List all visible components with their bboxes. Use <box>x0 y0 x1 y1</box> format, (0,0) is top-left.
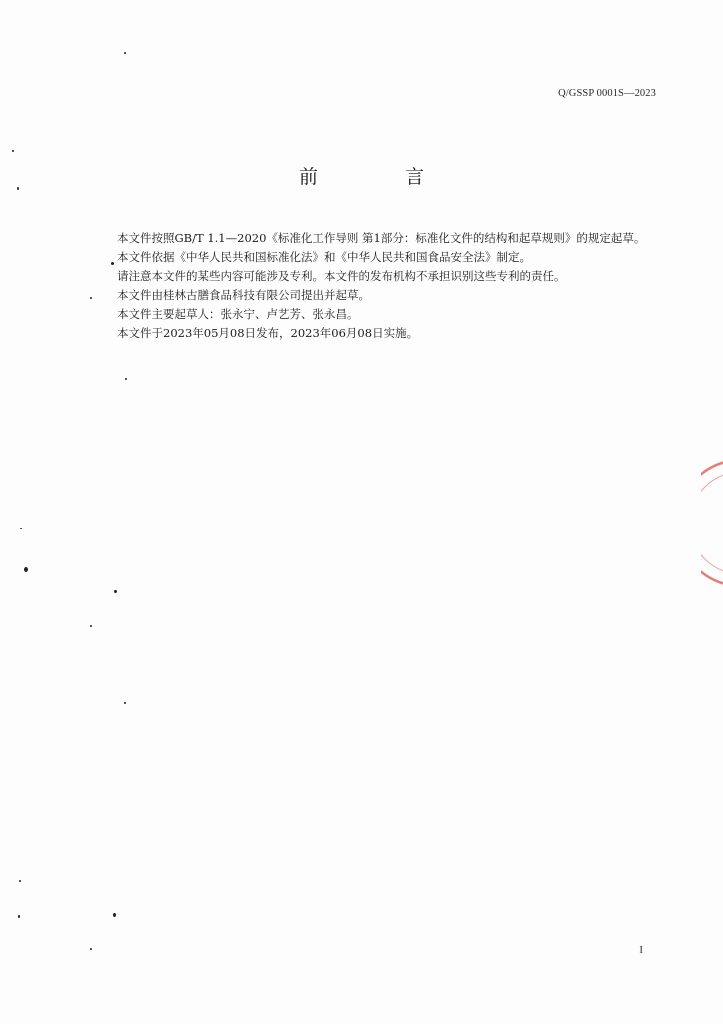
paragraph-patent-notice: 请注意本文件的某些内容可能涉及专利。本文件的发布机构不承担识别这些专利的责任。 <box>117 269 566 283</box>
scan-speck <box>90 625 92 627</box>
scan-speck <box>124 702 126 704</box>
scan-speck <box>19 880 21 882</box>
scan-speck <box>111 262 114 265</box>
scan-speck <box>125 378 127 380</box>
scan-speck <box>17 187 19 190</box>
page-number: I <box>639 944 643 956</box>
paragraph-legal-basis: 本文件依据《中华人民共和国标准化法》和《中华人民共和国食品安全法》制定。 <box>117 250 531 264</box>
scan-speck <box>20 528 22 529</box>
scan-speck <box>114 590 117 593</box>
page-title: 前 言 <box>298 166 458 188</box>
document-code: Q/GSSP 0001S—2023 <box>558 88 656 99</box>
scan-speck <box>24 567 28 572</box>
paragraph-drafting-rules: 本文件按照GB/T 1.1—2020《标准化工作导则 第1部分：标准化文件的结构和起草规则》的规定起草。 <box>117 231 646 245</box>
preface-body <box>88 229 660 343</box>
paragraph-dates: 本文件于2023年05月08日发布，2023年06月08日实施。 <box>117 326 419 340</box>
paragraph-proposer: 本文件由桂林古膳食品科技有限公司提出并起草。 <box>117 288 370 302</box>
scan-speck <box>90 948 92 950</box>
red-seal-stamp-fragment <box>701 458 723 588</box>
scan-speck <box>12 150 14 152</box>
scan-speck <box>90 297 92 299</box>
scan-speck <box>124 52 126 54</box>
scan-speck <box>113 913 116 917</box>
paragraph-drafters: 本文件主要起草人：张永宁、卢艺芳、张永昌。 <box>117 307 359 321</box>
scan-speck <box>18 915 20 918</box>
